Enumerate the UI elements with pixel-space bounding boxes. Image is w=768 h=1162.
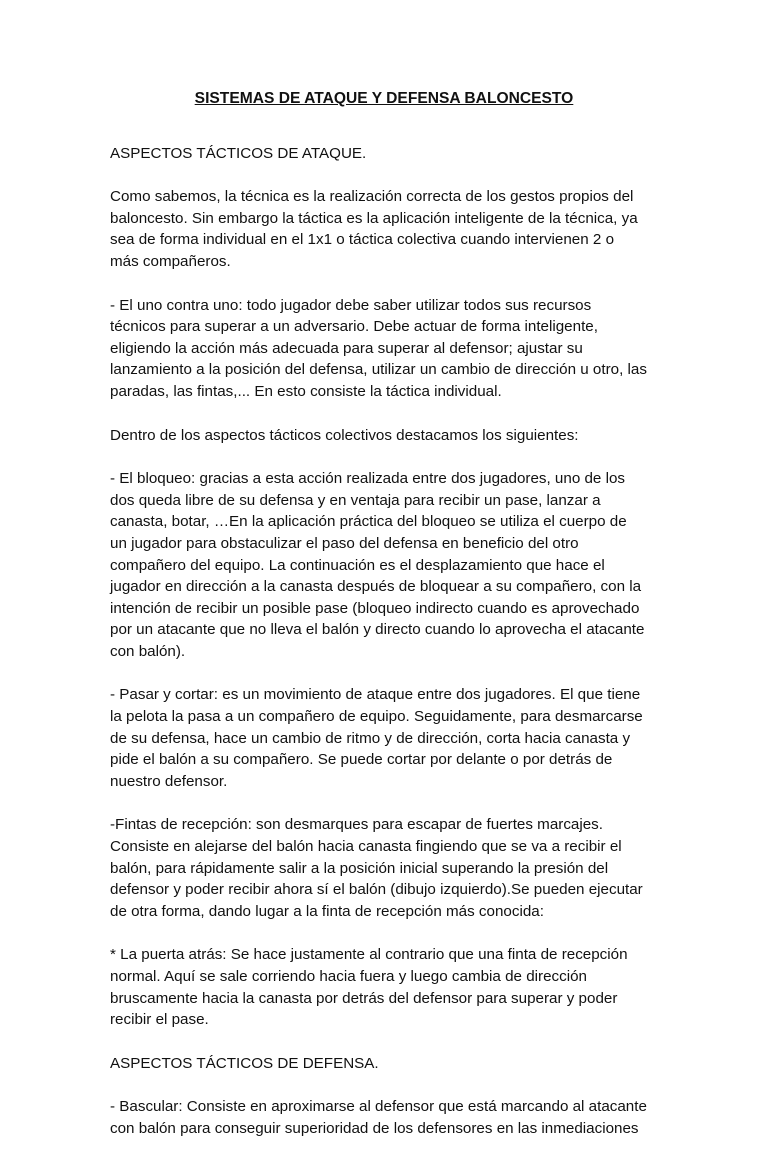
text-line: balón, para rápidamente salir a la posición inicial superando la presión del <box>110 859 609 877</box>
paragraph <box>110 295 658 403</box>
text-line: lanzamiento a la posición del defensa, utilizar un cambio de dirección u otro, las <box>110 361 647 379</box>
paragraph <box>110 186 658 272</box>
text-line: Como sabemos, la técnica es la realización correcta de los gestos propios del <box>110 188 634 206</box>
paragraph <box>110 814 658 922</box>
text-line: baloncesto. Sin embargo la táctica es la aplicación inteligente de la técnica, ya <box>110 209 638 227</box>
text-line: pide el balón a su compañero. Se puede cortar por delante o por detrás de <box>110 751 613 769</box>
paragraph <box>110 143 658 165</box>
paragraph <box>110 425 658 447</box>
text-line: ASPECTOS TÁCTICOS DE DEFENSA. <box>110 1054 379 1072</box>
text-line: - Pasar y cortar: es un movimiento de ataque entre dos jugadores. El que tiene <box>110 686 641 704</box>
text-line: * La puerta atrás: Se hace justamente al contrario que una finta de recepción <box>110 946 628 964</box>
text-line: por un atacante que no lleva el balón y directo cuando lo aprovecha el atacante <box>110 621 645 639</box>
text-line: con balón para conseguir superioridad de los defensores en las inmediaciones <box>110 1119 639 1137</box>
document-body <box>110 88 658 1162</box>
text-line: Dentro de los aspectos tácticos colectivos destacamos los siguientes: <box>110 426 579 444</box>
text-line: - Bascular: Consiste en aproximarse al defensor que está marcando al atacante <box>110 1098 647 1116</box>
text-line: técnicos para superar a un adversario. Debe actuar de forma inteligente, <box>110 318 598 336</box>
text-line: compañero del equipo. La continuación es el desplazamiento que hace el <box>110 556 605 574</box>
text-line: intención de recibir un posible pase (bloqueo indirecto cuando es aprovechado <box>110 599 640 617</box>
paragraph <box>110 684 658 792</box>
text-line: jugador en dirección a la canasta después de bloquear a su compañero, con la <box>110 578 642 596</box>
text-line: paradas, las fintas,... En esto consiste la táctica individual. <box>110 382 502 400</box>
text-line: sea de forma individual en el 1x1 o táctica colectiva cuando intervienen 2 o <box>110 231 615 249</box>
text-line: defensor y poder recibir ahora sí el balón (dibujo izquierdo).Se pueden ejecutar <box>110 881 643 899</box>
text-line: recibir el pase. <box>110 1011 209 1029</box>
text-line: - El uno contra uno: todo jugador debe saber utilizar todos sus recursos <box>110 296 592 314</box>
text-line: nuestro defensor. <box>110 772 228 790</box>
document-title: SISTEMAS DE ATAQUE Y DEFENSA BALONCESTO <box>194 90 574 107</box>
text-line: canasta, botar, …En la aplicación práctica del bloqueo se utiliza el cuerpo de <box>110 513 627 531</box>
text-line: normal. Aquí se sale corriendo hacia fuera y luego cambia de dirección <box>110 968 587 985</box>
text-line: de su defensa, hace un cambio de ritmo y de dirección, corta hacia canasta y <box>110 729 631 747</box>
text-line: con balón). <box>110 642 186 660</box>
text-line: de otra forma, dando lugar a la finta de recepción más conocida: <box>110 902 544 920</box>
text-line: - El bloqueo: gracias a esta acción realizada entre dos jugadores, uno de los <box>110 470 626 488</box>
text-line: -Fintas de recepción: son desmarques para escapar de fuertes marcajes. <box>110 816 604 834</box>
paragraph <box>110 468 658 662</box>
paragraph <box>110 1096 658 1139</box>
text-line: la pelota la pasa a un compañero de equipo. Seguidamente, para desmarcarse <box>110 708 643 726</box>
paragraph <box>110 944 658 1030</box>
text-line: eligiendo la acción más adecuada para superar al defensor; ajustar su <box>110 339 583 357</box>
text-line: más compañeros. <box>110 252 231 270</box>
text-line: dos queda libre de su defensa y en ventaja para recibir un pase, lanzar a <box>110 491 601 509</box>
paragraph <box>110 1053 658 1075</box>
text-line: ASPECTOS TÁCTICOS DE ATAQUE. <box>110 144 367 162</box>
text-line: un jugador para obstaculizar el paso del defensa en beneficio del otro <box>110 534 579 552</box>
text-line: Consiste en alejarse del balón hacia canasta fingiendo que se va a recibir el <box>110 838 622 856</box>
text-line: bruscamente hacia la canasta por detrás del defensor para superar y poder <box>110 989 618 1007</box>
paragraph-list <box>110 143 658 1140</box>
